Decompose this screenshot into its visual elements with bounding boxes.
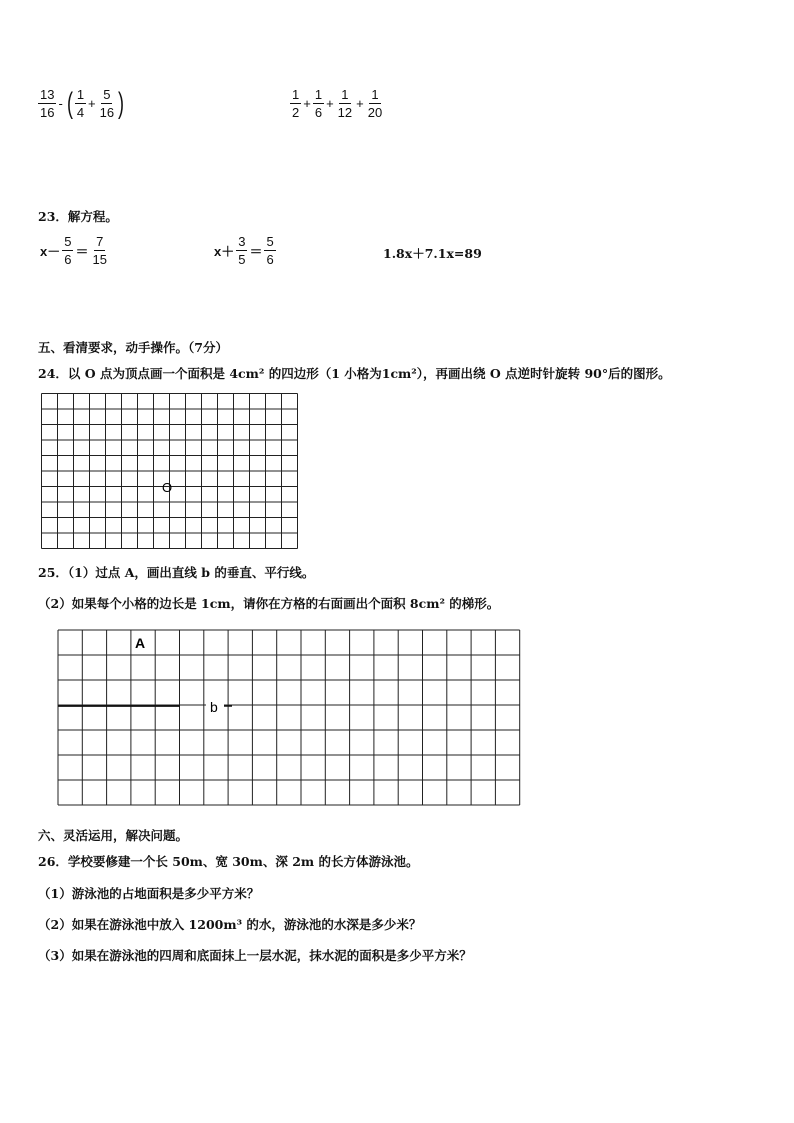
expression-1 xyxy=(38,88,126,119)
section-5-heading: 五、看清要求，动手操作。（7分） xyxy=(38,340,228,355)
fraction: $\frac{5}{16}$ xyxy=(99,87,115,120)
equation-var: x－ xyxy=(40,244,61,259)
fraction: $\frac{7}{15}$ xyxy=(92,234,107,267)
operator: + xyxy=(326,96,334,111)
point-o-label: O xyxy=(162,480,173,495)
q23-label: 23．解方程。 xyxy=(38,209,118,224)
fraction: $\frac{3}{5}$ xyxy=(238,234,246,267)
equation-var: x＋ xyxy=(214,244,235,259)
line-b-label: b xyxy=(210,699,218,715)
operator: + xyxy=(356,96,364,111)
operator: - xyxy=(58,96,63,111)
operator: + xyxy=(303,96,311,111)
fraction: $\frac{1}{2}$ xyxy=(292,87,300,120)
q26-sub1: （1）游泳池的占地面积是多少平方米？ xyxy=(38,886,260,901)
fraction: $\frac{5}{6}$ xyxy=(64,234,72,267)
point-a-label: A xyxy=(135,635,146,651)
operator: + xyxy=(88,96,96,111)
q25-grid[interactable] xyxy=(56,628,526,808)
fraction: $\frac{13}{16}$ xyxy=(40,87,55,120)
fraction: $\frac{1}{4}$ xyxy=(76,87,85,120)
fraction: $\frac{1}{20}$ xyxy=(367,87,383,120)
q26-sub2: （2）如果在游泳池中放入 1200m³ 的水，游泳池的水深是多少米？ xyxy=(38,917,422,932)
fraction: $\frac{1}{6}$ xyxy=(314,87,323,120)
q26-sub3: （3）如果在游泳池的四周和底面抹上一层水泥，抹水泥的面积是多少平方米？ xyxy=(38,948,472,963)
q25-part2: （2）如果每个小格的边长是 1cm，请你在方格的右面画出个面积 8cm² 的梯形。 xyxy=(38,596,500,611)
expression-2 xyxy=(290,88,384,119)
q24-grid[interactable] xyxy=(40,392,300,552)
q26-text: 26．学校要修建一个长 50m、宽 30m、深 2m 的长方体游泳池。 xyxy=(38,854,419,869)
right-paren: ) xyxy=(118,86,125,120)
q24-text: 24．以 O 点为顶点画一个面积是 4cm² 的四边形（1 小格为1cm²），再画出绕 O 点逆时针旋转 90°后的图形。 xyxy=(38,366,671,381)
equals-sign: ＝ xyxy=(249,244,263,259)
equation-2 xyxy=(212,235,276,266)
left-paren: ( xyxy=(66,86,73,120)
fraction: $\frac{5}{6}$ xyxy=(266,234,274,267)
q25-part1: 25．（1）过点 A，画出直线 b 的垂直、平行线。 xyxy=(38,565,315,580)
equation-1 xyxy=(38,235,109,266)
fraction: $\frac{1}{12}$ xyxy=(337,87,353,120)
equals-sign: ＝ xyxy=(75,244,89,259)
equation-3: 1.8x＋7.1x=89 xyxy=(383,246,482,261)
section-6-heading: 六、灵活运用，解决问题。 xyxy=(38,828,189,843)
